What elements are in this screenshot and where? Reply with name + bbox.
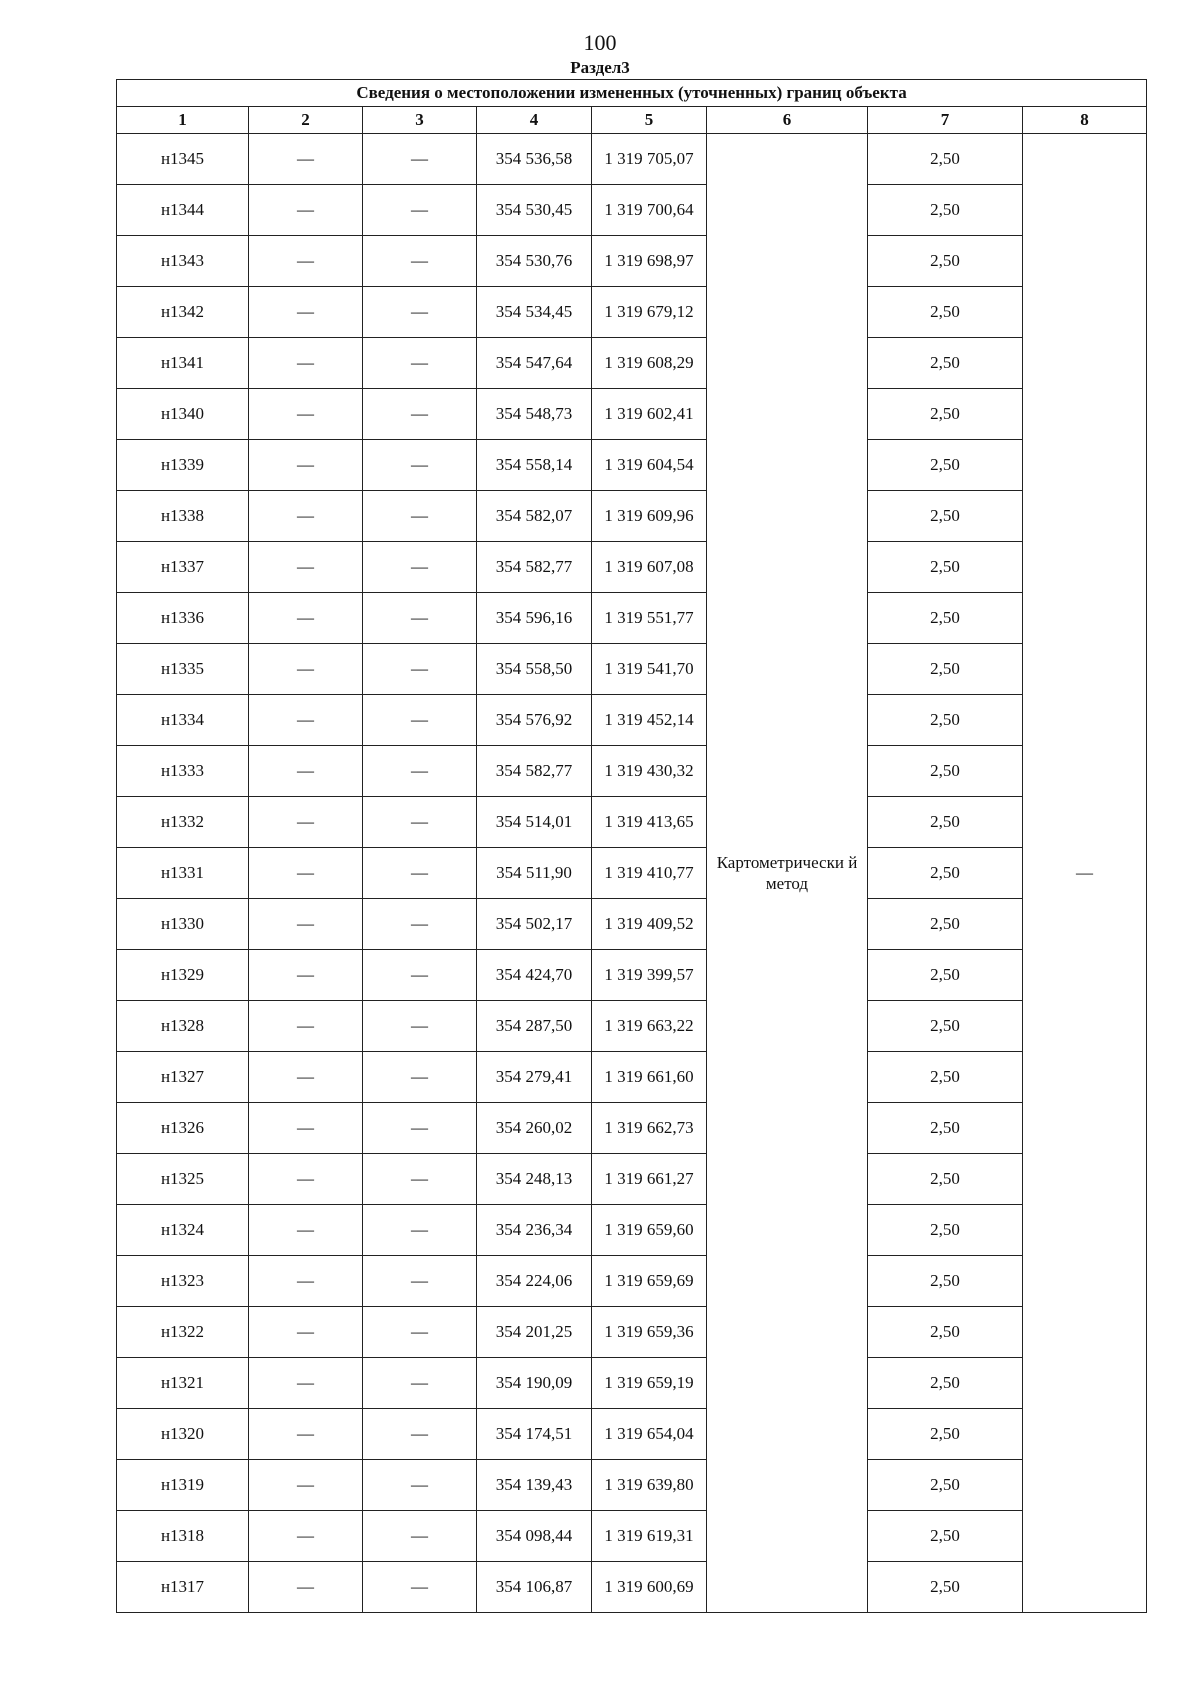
y-coordinate-cell: 1 319 639,80 [592,1460,707,1511]
accuracy-cell: 2,50 [868,1052,1023,1103]
y-coordinate-cell: 1 319 654,04 [592,1409,707,1460]
x-coordinate-cell: 354 530,45 [477,185,592,236]
dash-cell: — [249,1052,363,1103]
x-coordinate-cell: 354 576,92 [477,695,592,746]
point-name-cell: н1337 [117,542,249,593]
x-coordinate-cell: 354 224,06 [477,1256,592,1307]
dash-cell: — [249,1205,363,1256]
x-coordinate-cell: 354 558,50 [477,644,592,695]
table-row [117,593,1147,644]
point-name-cell: н1323 [117,1256,249,1307]
point-name-cell: н1338 [117,491,249,542]
accuracy-cell: 2,50 [868,1001,1023,1052]
y-coordinate-cell: 1 319 661,60 [592,1052,707,1103]
x-coordinate-cell: 354 236,34 [477,1205,592,1256]
y-coordinate-cell: 1 319 705,07 [592,134,707,185]
x-coordinate-cell: 354 190,09 [477,1358,592,1409]
y-coordinate-cell: 1 319 662,73 [592,1103,707,1154]
method-cell: Картометрически й метод [707,134,868,1613]
point-name-cell: н1343 [117,236,249,287]
accuracy-cell: 2,50 [868,797,1023,848]
table-row [117,338,1147,389]
dash-cell: — [363,1460,477,1511]
dash-cell: — [363,1511,477,1562]
y-coordinate-cell: 1 319 661,27 [592,1154,707,1205]
point-name-cell: н1318 [117,1511,249,1562]
dash-cell: — [363,542,477,593]
point-name-cell: н1341 [117,338,249,389]
dash-cell: — [249,644,363,695]
dash-cell: — [249,491,363,542]
x-coordinate-cell: 354 582,07 [477,491,592,542]
dash-cell: — [363,593,477,644]
table-row [117,134,1147,185]
point-name-cell: н1339 [117,440,249,491]
y-coordinate-cell: 1 319 600,69 [592,1562,707,1613]
dash-cell: — [249,899,363,950]
column-number: 7 [868,107,1023,134]
dash-cell: — [249,1256,363,1307]
y-coordinate-cell: 1 319 663,22 [592,1001,707,1052]
y-coordinate-cell: 1 319 399,57 [592,950,707,1001]
table-row [117,1511,1147,1562]
table-row [117,1256,1147,1307]
y-coordinate-cell: 1 319 604,54 [592,440,707,491]
dash-cell: — [363,797,477,848]
column-number: 3 [363,107,477,134]
x-coordinate-cell: 354 424,70 [477,950,592,1001]
dash-cell: — [363,1052,477,1103]
y-coordinate-cell: 1 319 608,29 [592,338,707,389]
x-coordinate-cell: 354 502,17 [477,899,592,950]
point-name-cell: н1335 [117,644,249,695]
y-coordinate-cell: 1 319 551,77 [592,593,707,644]
accuracy-cell: 2,50 [868,695,1023,746]
point-name-cell: н1327 [117,1052,249,1103]
column-number-row [117,107,1147,134]
dash-cell: — [249,848,363,899]
dash-cell: — [363,236,477,287]
table-row [117,185,1147,236]
x-coordinate-cell: 354 548,73 [477,389,592,440]
column-8-cell: — [1023,134,1147,1613]
table-row [117,1154,1147,1205]
dash-cell: — [249,1511,363,1562]
column-number: 6 [707,107,868,134]
y-coordinate-cell: 1 319 609,96 [592,491,707,542]
table-row [117,1307,1147,1358]
table-row [117,1409,1147,1460]
dash-cell: — [249,134,363,185]
dash-cell: — [249,1409,363,1460]
y-coordinate-cell: 1 319 409,52 [592,899,707,950]
table-row [117,236,1147,287]
x-coordinate-cell: 354 536,58 [477,134,592,185]
x-coordinate-cell: 354 174,51 [477,1409,592,1460]
x-coordinate-cell: 354 139,43 [477,1460,592,1511]
dash-cell: — [249,185,363,236]
dash-cell: — [363,1256,477,1307]
accuracy-cell: 2,50 [868,542,1023,593]
accuracy-cell: 2,50 [868,746,1023,797]
dash-cell: — [249,542,363,593]
point-name-cell: н1330 [117,899,249,950]
x-coordinate-cell: 354 287,50 [477,1001,592,1052]
dash-cell: — [363,644,477,695]
table-body [117,134,1147,1613]
table-row [117,440,1147,491]
column-number: 8 [1023,107,1147,134]
x-coordinate-cell: 354 534,45 [477,287,592,338]
y-coordinate-cell: 1 319 659,69 [592,1256,707,1307]
point-name-cell: н1317 [117,1562,249,1613]
dash-cell: — [363,695,477,746]
accuracy-cell: 2,50 [868,389,1023,440]
accuracy-cell: 2,50 [868,1103,1023,1154]
y-coordinate-cell: 1 319 602,41 [592,389,707,440]
dash-cell: — [363,1409,477,1460]
point-name-cell: н1340 [117,389,249,440]
y-coordinate-cell: 1 319 541,70 [592,644,707,695]
table-row [117,899,1147,950]
point-name-cell: н1336 [117,593,249,644]
column-number: 1 [117,107,249,134]
table-row [117,644,1147,695]
accuracy-cell: 2,50 [868,848,1023,899]
y-coordinate-cell: 1 319 659,36 [592,1307,707,1358]
dash-cell: — [363,287,477,338]
dash-cell: — [363,389,477,440]
accuracy-cell: 2,50 [868,1154,1023,1205]
table-row [117,1460,1147,1511]
point-name-cell: н1331 [117,848,249,899]
dash-cell: — [249,1562,363,1613]
table-row [117,542,1147,593]
point-name-cell: н1325 [117,1154,249,1205]
accuracy-cell: 2,50 [868,644,1023,695]
dash-cell: — [363,1001,477,1052]
y-coordinate-cell: 1 319 659,19 [592,1358,707,1409]
accuracy-cell: 2,50 [868,1205,1023,1256]
accuracy-cell: 2,50 [868,440,1023,491]
dash-cell: — [249,797,363,848]
table-row [117,746,1147,797]
accuracy-cell: 2,50 [868,899,1023,950]
dash-cell: — [249,593,363,644]
table-row [117,389,1147,440]
table-row [117,1001,1147,1052]
dash-cell: — [363,338,477,389]
point-name-cell: н1342 [117,287,249,338]
accuracy-cell: 2,50 [868,236,1023,287]
accuracy-cell: 2,50 [868,134,1023,185]
column-number: 5 [592,107,707,134]
dash-cell: — [363,1307,477,1358]
x-coordinate-cell: 354 514,01 [477,797,592,848]
dash-cell: — [249,1460,363,1511]
point-name-cell: н1334 [117,695,249,746]
x-coordinate-cell: 354 511,90 [477,848,592,899]
dash-cell: — [249,1154,363,1205]
accuracy-cell: 2,50 [868,491,1023,542]
y-coordinate-cell: 1 319 452,14 [592,695,707,746]
y-coordinate-cell: 1 319 607,08 [592,542,707,593]
x-coordinate-cell: 354 596,16 [477,593,592,644]
x-coordinate-cell: 354 260,02 [477,1103,592,1154]
accuracy-cell: 2,50 [868,185,1023,236]
point-name-cell: н1329 [117,950,249,1001]
dash-cell: — [363,1358,477,1409]
x-coordinate-cell: 354 558,14 [477,440,592,491]
dash-cell: — [363,1103,477,1154]
table-row [117,1205,1147,1256]
column-number: 4 [477,107,592,134]
dash-cell: — [249,389,363,440]
x-coordinate-cell: 354 248,13 [477,1154,592,1205]
point-name-cell: н1345 [117,134,249,185]
x-coordinate-cell: 354 547,64 [477,338,592,389]
accuracy-cell: 2,50 [868,1460,1023,1511]
accuracy-cell: 2,50 [868,1256,1023,1307]
dash-cell: — [363,899,477,950]
y-coordinate-cell: 1 319 430,32 [592,746,707,797]
table-row [117,1103,1147,1154]
table-row [117,491,1147,542]
dash-cell: — [249,746,363,797]
accuracy-cell: 2,50 [868,1307,1023,1358]
dash-cell: — [363,950,477,1001]
column-number: 2 [249,107,363,134]
accuracy-cell: 2,50 [868,950,1023,1001]
dash-cell: — [363,491,477,542]
dash-cell: — [249,287,363,338]
dash-cell: — [249,1001,363,1052]
table-caption: Сведения о местоположении измененных (уточненных) границ объекта [117,80,1147,107]
y-coordinate-cell: 1 319 659,60 [592,1205,707,1256]
accuracy-cell: 2,50 [868,287,1023,338]
dash-cell: — [249,1103,363,1154]
accuracy-cell: 2,50 [868,593,1023,644]
accuracy-cell: 2,50 [868,338,1023,389]
section-title: Раздел3 [570,58,630,77]
table-row [117,1562,1147,1613]
dash-cell: — [363,440,477,491]
y-coordinate-cell: 1 319 619,31 [592,1511,707,1562]
table-row [117,797,1147,848]
point-name-cell: н1320 [117,1409,249,1460]
y-coordinate-cell: 1 319 679,12 [592,287,707,338]
y-coordinate-cell: 1 319 700,64 [592,185,707,236]
point-name-cell: н1326 [117,1103,249,1154]
x-coordinate-cell: 354 582,77 [477,542,592,593]
point-name-cell: н1321 [117,1358,249,1409]
table-row [117,848,1147,899]
accuracy-cell: 2,50 [868,1409,1023,1460]
dash-cell: — [249,1307,363,1358]
dash-cell: — [249,440,363,491]
dash-cell: — [363,1562,477,1613]
dash-cell: — [249,950,363,1001]
dash-cell: — [363,185,477,236]
point-name-cell: н1328 [117,1001,249,1052]
point-name-cell: н1332 [117,797,249,848]
x-coordinate-cell: 354 098,44 [477,1511,592,1562]
table-row [117,1358,1147,1409]
y-coordinate-cell: 1 319 410,77 [592,848,707,899]
point-name-cell: н1319 [117,1460,249,1511]
accuracy-cell: 2,50 [868,1562,1023,1613]
dash-cell: — [363,1154,477,1205]
dash-cell: — [249,695,363,746]
dash-cell: — [363,134,477,185]
point-name-cell: н1322 [117,1307,249,1358]
x-coordinate-cell: 354 582,77 [477,746,592,797]
page-number: 100 [583,30,617,55]
table-row [117,1052,1147,1103]
point-name-cell: н1344 [117,185,249,236]
dash-cell: — [363,848,477,899]
accuracy-cell: 2,50 [868,1511,1023,1562]
y-coordinate-cell: 1 319 413,65 [592,797,707,848]
point-name-cell: н1324 [117,1205,249,1256]
x-coordinate-cell: 354 530,76 [477,236,592,287]
dash-cell: — [363,1205,477,1256]
coordinates-table [116,79,1147,1613]
x-coordinate-cell: 354 279,41 [477,1052,592,1103]
table-row [117,695,1147,746]
point-name-cell: н1333 [117,746,249,797]
table-row [117,950,1147,1001]
dash-cell: — [363,746,477,797]
y-coordinate-cell: 1 319 698,97 [592,236,707,287]
dash-cell: — [249,338,363,389]
x-coordinate-cell: 354 106,87 [477,1562,592,1613]
dash-cell: — [249,1358,363,1409]
x-coordinate-cell: 354 201,25 [477,1307,592,1358]
dash-cell: — [249,236,363,287]
table-row [117,287,1147,338]
accuracy-cell: 2,50 [868,1358,1023,1409]
